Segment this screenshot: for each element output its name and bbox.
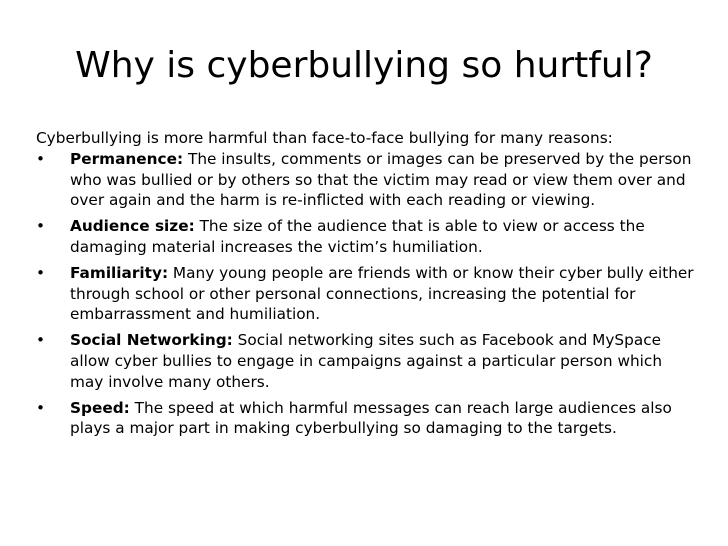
bullet-text: The size of the audience that is able to view or access the damaging material increases the victim’s humiliation. [70, 217, 645, 256]
bullet-text: The insults, comments or images can be preserved by the person who was bullied or by others so that the victim may read or view them over and over again and the harm is re-inflicted with each reading or viewing. [70, 149, 692, 210]
bullet-icon: • [36, 398, 46, 417]
bullet-speed [36, 398, 700, 440]
bullet-text: Many young people are friends with or know their cyber bully either through school or other personal connections, increasing the potential for embarrassment and humiliation. [70, 263, 694, 324]
bullet-term: Social Networking: [70, 331, 233, 350]
bullet-text: The speed at which harmful messages can reach large audiences also plays a major part in making cyberbullying so damaging to the targets. [70, 398, 672, 438]
bullet-social-networking [36, 330, 700, 392]
bullet-icon: • [36, 263, 46, 282]
bullet-icon: • [36, 331, 46, 350]
bullet-permanence [36, 149, 700, 211]
intro-text: Cyberbullying is more harmful than face-to-face bullying for many reasons: [36, 129, 613, 147]
bullet-term: Familiarity: [70, 263, 169, 282]
bullet-icon: • [36, 217, 46, 236]
bullet-icon: • [36, 149, 46, 168]
bullet-audience-size [36, 216, 700, 258]
bullet-term: Audience size: [70, 217, 195, 236]
bullet-term: Speed: [70, 398, 130, 417]
bullet-term: Permanence: [70, 149, 184, 168]
slide-body [36, 128, 700, 444]
bullet-text: Social networking sites such as Facebook and MySpace allow cyber bullies to engage in campaigns against a particular person which may involve many others. [70, 331, 663, 391]
bullet-familiarity [36, 263, 700, 325]
reasons-list [36, 149, 700, 439]
slide-title: Why is cyberbullying so hurtful? [75, 45, 653, 86]
